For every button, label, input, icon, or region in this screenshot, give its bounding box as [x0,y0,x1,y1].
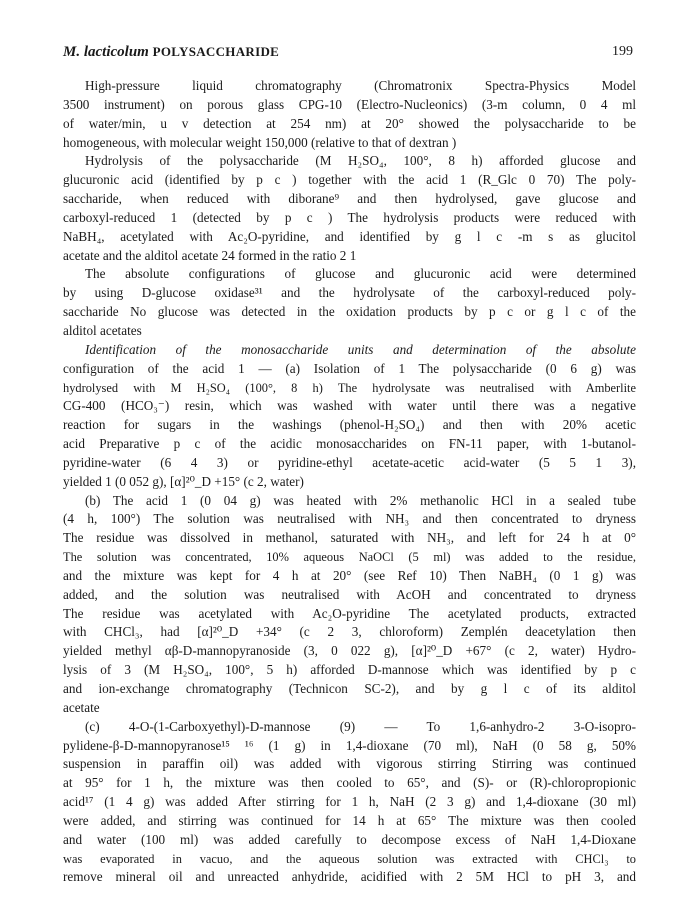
text-line: (4 h, 100°) The solution was neutralised with NH₃ and then concentrated to dryness [63,511,636,527]
text-line: were added, and stirring was continued for 14 h at 65° The mixture was then cooled [63,812,636,828]
text-line: saccharide No glucose was detected in the oxidation products by p c or g l c of the [63,304,636,320]
text-line: (c) 4-O-(1-Carboxyethyl)-D-mannose (9) — To 1,6-anhydro-2 3-O-isopro- [85,718,636,734]
text-line: with CHCl₃, had [α]²⁰_D +34° (c 2 3, chloroform) Zemplén deacetylation then [63,624,636,640]
text-line: carboxyl-reduced 1 (detected by p c ) The hydrolysis products were reduced with [63,209,636,225]
text-line: acid Preparative p c of the acidic monosaccharides on FN-11 paper, with 1-butanol- [63,436,636,452]
text-line: acid¹⁷ (1 4 g) was added After stirring for 1 h, NaH (2 3 g) and 1,4-dioxane (30 ml) [63,794,636,810]
text-line: yielded 1 (0 052 g), [α]²⁰_D +15° (c 2, water) [63,473,304,489]
text-line: The residue was acetylated with Ac₂O-pyridine The acetylated products, extracted [63,605,636,621]
text-line: was evaporated in vacuo, and the aqueous solution was extracted with CHCl₃ to [63,851,636,866]
text-line: homogeneous, with molecular weight 150,000 (relative to that of dextran ) [63,134,457,150]
page-number: 199 [612,44,633,59]
text-line: pyridine-water (6 4 3) or pyridine-ethyl acetate-acetic acid-water (5 5 1 3), [63,454,636,470]
text-line: alditol acetates [63,322,142,338]
text-line: at 95° for 1 h, the mixture was then cooled to 65°, and (S)- or (R)-chloropropionic [63,775,636,791]
text-line: glucuronic acid (identified by p c ) together with the acid 1 (R_Glc 0 70) The poly- [63,172,636,188]
text-line: The residue was dissolved in methanol, saturated with NH₃, and left for 24 h at 0° [63,530,636,546]
text-line: The solution was concentrated, 10% aqueous NaOCl (5 ml) was added to the residue, [63,550,636,565]
text-line: reaction for sugars in the washings (phenol-H₂SO₄) and then with 20% acetic [63,417,636,433]
text-line: Identification of the monosaccharide units and determination of the absolute [85,341,636,357]
page-header [63,44,633,64]
text-line: (b) The acid 1 (0 04 g) was heated with 2% methanolic HCl in a sealed tube [85,492,636,508]
text-line: and the mixture was kept for 4 h at 20° (see Ref 10) Then NaBH₄ (0 1 g) was [63,567,636,583]
text-line: lysis of 3 (M H₂SO₄, 100°, 5 h) afforded D-mannose which was identified by p c [63,662,636,678]
text-line: added, and the solution was neutralised with AcOH and concentrated to dryness [63,586,636,602]
text-line: 3500 instrument) on porous glass CPG-10 (Electro-Nucleonics) (3-m column, 0 4 ml [63,96,636,112]
body-text [63,77,636,887]
text-line: of water/min, u v detection at 254 nm) at 20° showed the polysaccharide to be [63,115,636,131]
text-line: hydrolysed with M H₂SO₄ (100°, 8 h) The hydrolysate was neutralised with Amberlite [63,380,636,395]
text-line: yielded methyl αβ-D-mannopyranoside (3, 0 022 g), [α]²⁰_D +67° (c 2, water) Hydro- [63,643,636,659]
text-line: High-pressure liquid chromatography (Chromatronix Spectra-Physics Model [85,78,636,93]
running-title-text: POLYSACCHARIDE [152,44,280,59]
text-line: Hydrolysis of the polysaccharide (M H₂SO₄, 100°, 8 h) afforded glucose and [85,153,636,169]
text-line: CG-400 (HCO₃⁻) resin, which was washed with water until there was a negative [63,398,636,414]
text-line: by using D-glucose oxidase³¹ and the hydrolysate of the carboxyl-reduced poly- [63,285,636,301]
text-line: and ion-exchange chromatography (Technicon SC-2), and by g l c of its alditol [63,681,636,696]
text-line: acetate [63,699,100,715]
text-line: The absolute configurations of glucose and glucuronic acid were determined [85,266,636,282]
text-line: and water (100 ml) was added carefully to decompose excess of NaH 1,4-Dioxane [63,831,636,847]
running-title-genus: M. lacticolum [63,44,149,60]
running-title [63,44,279,61]
text-line: NaBH₄, acetylated with Ac₂O-pyridine, and identified by g l c -m s as glucitol [63,228,636,244]
text-line: configuration of the acid 1 — (a) Isolation of 1 The polysaccharide (0 6 g) was [63,360,636,376]
text-line: saccharide, when reduced with diborane⁹ and then hydrolysed, gave glucose and [63,191,636,207]
text-line: pylidene-β-D-mannopyranose¹⁵ ¹⁶ (1 g) in 1,4-dioxane (70 ml), NaH (0 58 g, 50% [63,737,636,753]
text-line: remove mineral oil and unreacted anhydride, acidified with 2 5M HCl to pH 3, and [63,869,636,885]
text-line: acetate and the alditol acetate 24 formed in the ratio 2 1 [63,247,357,263]
text-line: suspension in paraffin oil) was added with vigorous stirring Stirring was continued [63,756,636,772]
